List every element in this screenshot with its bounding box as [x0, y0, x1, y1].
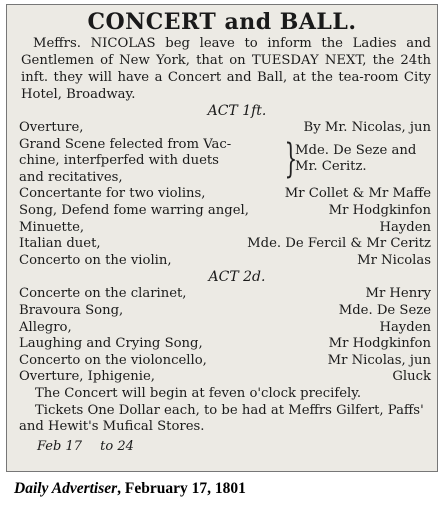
program-row	[19, 286, 431, 303]
piece-name: Song, Defend fome warring angel,	[19, 202, 249, 218]
piece-name: Italian duet,	[19, 236, 101, 252]
performer-name: Mr Nicolas	[357, 252, 431, 268]
grand-scene-row	[19, 137, 431, 187]
program-row	[19, 369, 431, 386]
piece-name: Overture, Iphigenie,	[19, 369, 155, 385]
image-caption	[14, 480, 246, 498]
performer-name: Mr Henry	[365, 286, 431, 302]
run-date-start: Feb 17	[37, 438, 82, 454]
act-2-program	[7, 286, 437, 386]
performer-name: Mr. Ceritz.	[295, 159, 367, 175]
start-time-text: The Concert will begin at feven o'clock precifely.	[35, 385, 362, 401]
brace-glyph: }	[284, 135, 298, 182]
program-row	[19, 120, 431, 137]
grand-scene-performers	[295, 137, 431, 187]
notice-intro	[7, 35, 437, 103]
piece-name: Overture,	[19, 120, 84, 135]
piece-name: Concerto on the violin,	[19, 252, 172, 268]
piece-name: Minuette,	[19, 219, 85, 235]
performer-name: Mr Collet & Mr Maffe	[284, 186, 431, 202]
performer-name: By Mr. Nicolas, jun	[303, 120, 431, 135]
piece-name: Concerto on the violoncello,	[19, 352, 207, 368]
grand-scene-title	[19, 137, 281, 187]
piece-name: Bravoura Song,	[19, 302, 124, 318]
act-2-heading: ACT 2d.	[208, 269, 266, 286]
grand-scene-line: and recitatives,	[19, 169, 123, 185]
performer-name: Mde. De Seze and	[295, 142, 417, 158]
run-date-end: to 24	[100, 438, 134, 454]
program-row	[19, 320, 431, 337]
notice-title: CONCERT and BALL.	[87, 9, 357, 35]
performer-name: Mde. De Fercil & Mr Ceritz	[247, 236, 431, 252]
piece-name: Concerte on the clarinet,	[19, 286, 187, 302]
grand-scene-line: Grand Scene felected from Vac-	[19, 136, 232, 152]
program-row	[19, 203, 431, 220]
piece-name: Laughing and Crying Song,	[19, 336, 203, 352]
newspaper-clipping	[6, 4, 438, 472]
grand-scene-line: chine, interfperfed with duets	[19, 153, 219, 169]
program-row	[19, 186, 431, 203]
act-1-program	[7, 120, 437, 269]
run-dates	[7, 438, 437, 456]
performer-name: Mr Nicolas, jun	[327, 352, 431, 368]
caption-date: , February 17, 1801	[117, 480, 246, 497]
performer-name: Hayden	[379, 319, 431, 335]
intro-text: Meffrs. NICOLAS beg leave to inform the Ladies and Gentlemen of New York, that on TUESDAY NEXT, the 24th inft. they will have a Concert and Ball, at the tea-room City Hotel, Broadway.	[21, 36, 431, 102]
program-row	[19, 253, 431, 270]
performer-name: Mr Hodgkinfon	[328, 202, 431, 218]
program-row	[19, 353, 431, 370]
tickets-note	[7, 403, 437, 436]
performer-name: Hayden	[379, 219, 431, 235]
program-row	[19, 336, 431, 353]
performer-name: Mde. De Seze	[338, 302, 431, 318]
program-row	[19, 220, 431, 237]
program-row	[19, 303, 431, 320]
act-1-heading: ACT 1ft.	[207, 103, 267, 119]
start-time-note	[7, 386, 437, 403]
caption-source: Daily Advertiser	[14, 480, 118, 497]
performer-name: Mr Hodgkinfon	[328, 336, 431, 352]
piece-name: Concertante for two violins,	[19, 186, 206, 202]
program-row	[19, 236, 431, 253]
piece-name: Allegro,	[19, 319, 72, 335]
tickets-text: Tickets One Dollar each, to be had at Meffrs Gilfert, Paffs' and Hewit's Mufical Stores.	[19, 402, 424, 435]
performer-name: Gluck	[392, 369, 431, 385]
